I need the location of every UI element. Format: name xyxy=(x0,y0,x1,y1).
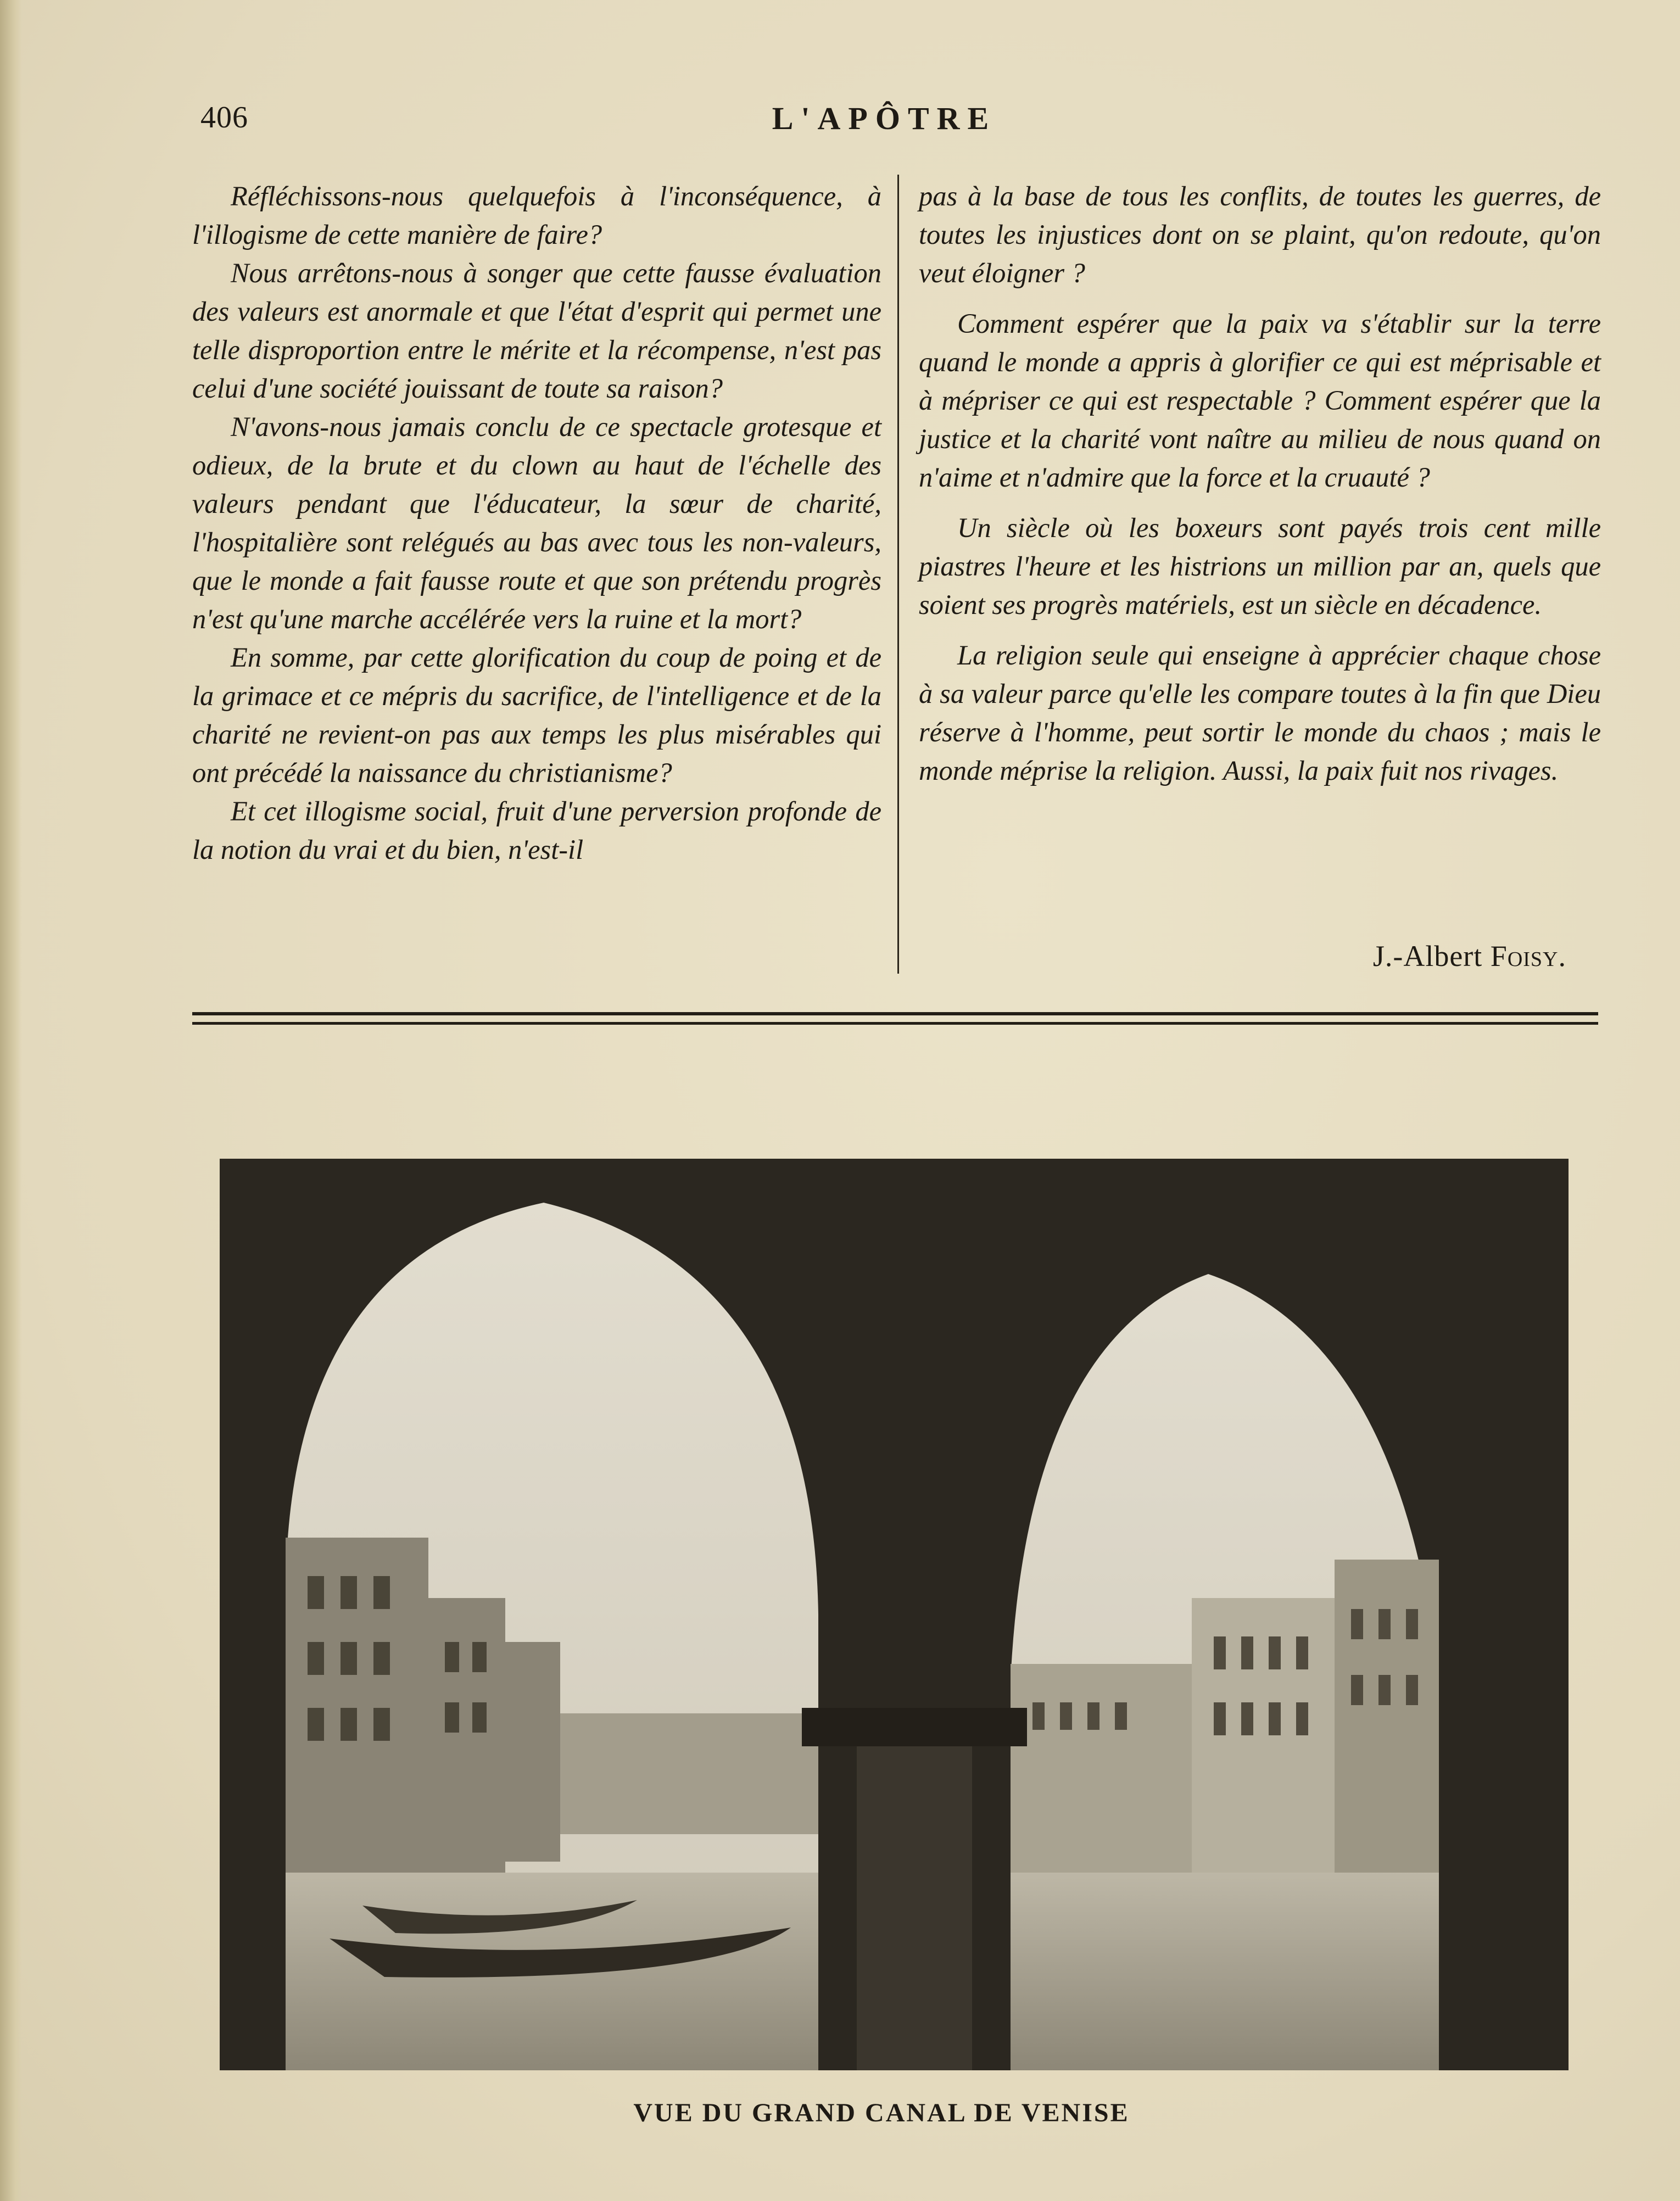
author-first-name: J.-Albert xyxy=(1372,940,1483,973)
left-text-column xyxy=(192,177,881,869)
paragraph: La religion seule qui enseigne à apprécier chaque chose à sa valeur parce qu'elle les compare toutes à la fin que Dieu réserve à l'homme, peut sortir le monde du chaos ; mais le monde méprise la religion. Aussi, la paix fuit nos rivages. xyxy=(919,640,1601,786)
paragraph: Comment espérer que la paix va s'établir sur la terre quand le monde a appris à glorifier ce qui est méprisable et à mépriser ce qui est respectable ? Comment espérer que la justice et la charité vont naître au milieu de nous quand on n'aime et n'admire que la force et la cruauté ? xyxy=(919,308,1601,493)
paragraph: Un siècle où les boxeurs sont payés trois cent mille piastres l'heure et les histrions un million par an, quels que soient ses progrès matériels, est un siècle en décadence. xyxy=(919,512,1601,620)
section-rule-bottom xyxy=(192,1022,1598,1025)
paragraph: Nous arrêtons-nous à songer que cette fausse évaluation des valeurs est anormale et que l'état d'esprit qui permet une telle disproportion entre le mérite et la récompense, n'est pas celui d'une société jouissant de toute sa raison? xyxy=(192,258,881,404)
photo-illustration xyxy=(220,1159,1569,2070)
running-title: L'APÔTRE xyxy=(772,100,997,136)
venice-grand-canal-photo xyxy=(220,1159,1569,2070)
section-rule-top xyxy=(192,1012,1598,1015)
paragraph: En somme, par cette glorification du coup de poing et de la grimace et ce mépris du sacrifice, de l'intelligence et de la charité ne revient-on pas aux temps les plus misérables qui ont précédé la naissance du christianisme? xyxy=(192,642,881,788)
paragraph: pas à la base de tous les conflits, de toutes les guerres, de toutes les injustices dont on se plaint, qu'on redoute, qu'on veut éloigner ? xyxy=(919,181,1601,288)
column-divider xyxy=(897,175,899,974)
paragraph: N'avons-nous jamais conclu de ce spectacle grotesque et odieux, de la brute et du clown au haut de l'échelle des valeurs pendant que l'éducateur, la sœur de charité, l'hospitalière sont relégués au bas avec tous les non-valeurs, que le monde a fait fausse route et que son prétendu progrès n'est qu'une marche accélérée vers la ruine et la mort? xyxy=(192,411,881,634)
author-signature xyxy=(1263,939,1566,973)
page-edge-shadow xyxy=(0,0,22,2201)
right-text-column xyxy=(919,177,1601,802)
photo-caption: VUE DU GRAND CANAL DE VENISE xyxy=(633,2098,1130,2127)
paragraph: Réfléchissons-nous quelquefois à l'inconséquence, à l'illogisme de cette manière de faire? xyxy=(192,181,881,250)
author-last-name: Foisy. xyxy=(1490,940,1566,973)
paragraph: Et cet illogisme social, fruit d'une perversion profonde de la notion du vrai et du bien, n'est-il xyxy=(192,796,881,865)
page-number: 406 xyxy=(200,100,248,135)
